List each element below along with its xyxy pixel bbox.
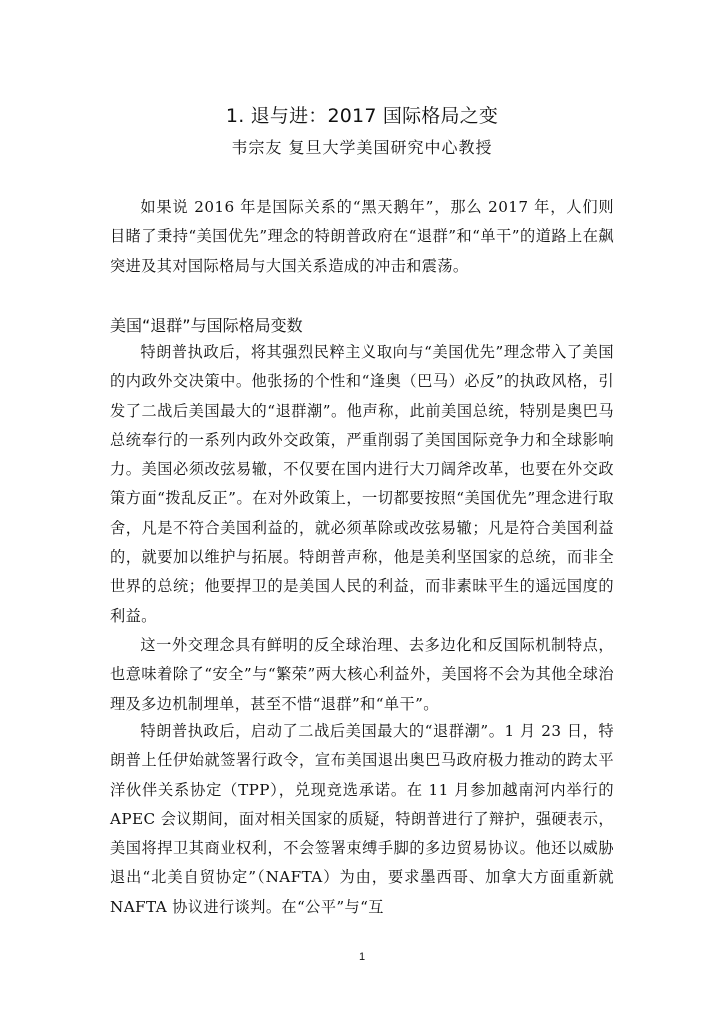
body-paragraph: 特朗普执政后，将其强烈民粹主义取向与“美国优先”理念带入了美国的内政外交决策中。他张扬的个性和“逢奥（巴马）必反”的执政风格，引发了二战后美国最大的“退群潮”。他声称，此前美国总统，特别是奥巴马总统奉行的一系列内政外交政策，严重削弱了美国国际竞争力和全球影响力。美国必须改弦易辙，不仅要在国内进行大刀阔斧改革，也要在外交政策方面“拨乱反正”。在对外政策上，一切都要按照“美国优先”理念进行取舍，凡是不符合美国利益的，就必须革除或改弦易辙；凡是符合美国利益的，就要加以维护与拓展。特朗普声称，他是美利坚国家的总统，而非全世界的总统；他要捍卫的是美国人民的利益，而非素昧平生的遥远国度的利益。 <box>110 343 614 625</box>
body-paragraph: 特朗普执政后，启动了二战后美国最大的“退群潮”。1 月 23 日，特朗普上任伊始就签署行政令，宣布美国退出奥巴马政府极力推动的跨太平洋伙伴关系协定（TPP），兑现竞选承诺。在 11 月参加越南河内举行的 APEC 会议期间，面对相关国家的质疑，特朗普进行了辩护，强硬表示，美国将捍卫其商业权利，不会签署束缚手脚的多边贸易协议。他还以威胁退出“北美自贸协定”（NAFTA）为由，要求墨西哥、加拿大方面重新就 NAFTA 协议进行谈判。在“公平”与“互 <box>110 722 614 916</box>
intro-paragraph: 如果说 2016 年是国际关系的“黑天鹅年”，那么 2017 年，人们则目睹了秉持“美国优先”理念的特朗普政府在“退群”和“单干”的道路上在飙突进及其对国际格局与大国关系造成的冲击和震荡。 <box>110 198 614 275</box>
page-number: 1 <box>358 951 366 963</box>
document-title: 1. 退与进：2017 国际格局之变 <box>225 105 499 127</box>
body-paragraph: 这一外交理念具有鲜明的反全球治理、去多边化和反国际机制特点，也意味着除了“安全”与“繁荣”两大核心利益外，美国将不会为其他全球治理及多边机制埋单，甚至不惜“退群”和“单干”。 <box>110 636 614 713</box>
author-line: 韦宗友 复旦大学美国研究中心教授 <box>231 138 493 157</box>
section-heading: 美国“退群”与国际格局变数 <box>110 316 303 335</box>
